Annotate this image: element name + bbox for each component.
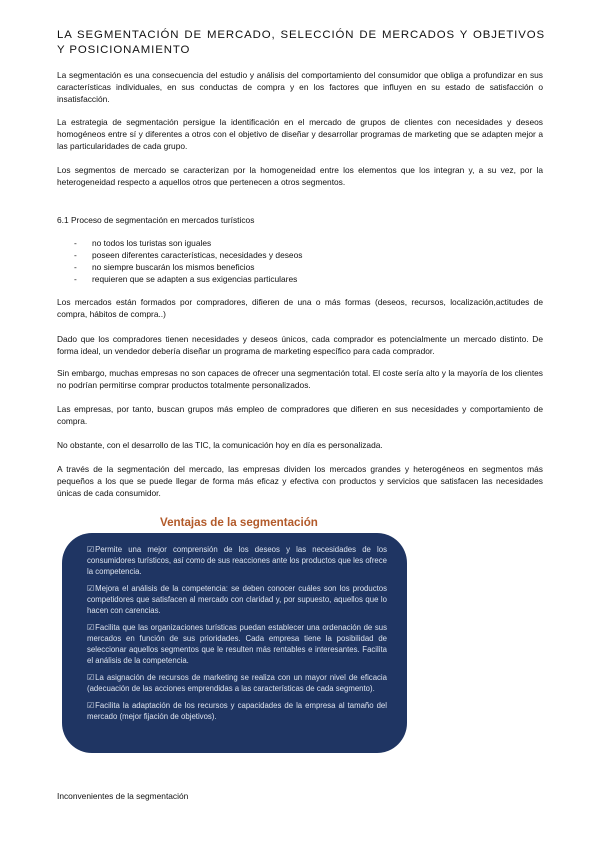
section-heading: 6.1 Proceso de segmentación en mercados turísticos: [57, 215, 255, 225]
list-item: - no siempre buscarán los mismos beneficios: [74, 261, 302, 273]
advantage-text: Permite una mejor comprensión de los deseos y las necesidades de los consumidores turísticos, así como de sus reacciones ante los productos que les ofrece la competencia.: [87, 545, 387, 576]
advantage-item: [87, 622, 387, 666]
checkbox-icon: ☑: [87, 545, 95, 554]
advantage-text: Facilita que las organizaciones turísticas puedan establecer una ordenación de sus mercados en función de sus prioridades. Cada empresa tiene la posibilidad de seleccionar aquellos segmentos que le resulten más rentables e interesantes. Facilita el análisis de la competencia.: [87, 623, 387, 665]
advantages-title: Ventajas de la segmentación: [160, 516, 318, 529]
list-item: - poseen diferentes características, necesidades y deseos: [74, 249, 302, 261]
checkbox-icon: ☑: [87, 623, 95, 632]
checkbox-icon: ☑: [87, 584, 95, 593]
checkbox-icon: ☑: [87, 701, 95, 710]
paragraph: No obstante, con el desarrollo de las TIC, la comunicación hoy en día es personalizada.: [57, 440, 383, 450]
paragraph: La estrategia de segmentación persigue la identificación en el mercado de grupos de clientes con necesidades y deseos homogéneos entre sí y diferentes a otros con el objetivo de diseñar y desarrollar programas de marketing que se adapten mejor a las particularidades de cada grupo.: [57, 117, 543, 151]
advantage-item: [87, 672, 387, 694]
advantage-item: [87, 583, 387, 616]
paragraph: Los segmentos de mercado se caracterizan por la homogeneidad entre los elementos que los integran y, a su vez, por la heterogeneidad respecto a aquellos otros que pertenecen a otros segmentos.: [57, 165, 543, 187]
checkbox-icon: ☑: [87, 673, 95, 682]
advantage-text: Facilita la adaptación de los recursos y capacidades de la empresa al tamaño del mercado (mejor fijación de objetivos).: [87, 701, 387, 721]
paragraph: A través de la segmentación del mercado, las empresas dividen los mercados grandes y heterogéneos en segmentos más pequeños a los que se puede llegar de forma más eficaz y efectiva con productos y servicios que satisfacen las necesidades únicas de cada consumidor.: [57, 464, 543, 498]
advantage-text: Mejora el análisis de la competencia: se deben conocer cuáles son los productos competidores que satisfacen al mercado con claridad y, por supuesto, aquellos que lo hacen con carencias.: [87, 584, 387, 615]
advantages-list: [87, 544, 387, 728]
paragraph: Dado que los compradores tienen necesidades y deseos únicos, cada comprador es potencialmente un mercado distinto. De forma ideal, un vendedor debería diseñar un programa de marketing específico para cada comprador.: [57, 334, 543, 356]
list-item: - no todos los turistas son iguales: [74, 237, 302, 249]
advantage-item: [87, 700, 387, 722]
advantage-text: La asignación de recursos de marketing se realiza con un mayor nivel de eficacia (adecuación de las acciones emprendidas a las características de cada segmento).: [87, 673, 387, 693]
section-heading: Inconvenientes de la segmentación: [57, 791, 189, 801]
paragraph: La segmentación es una consecuencia del estudio y análisis del comportamiento del consumidor que obliga a profundizar en sus características individuales, en sus conductas de compra y en los factores que influyen en su estado de satisfacción o insatisfacción.: [57, 70, 543, 104]
paragraph: Las empresas, por tanto, buscan grupos más empleo de compradores que difieren en sus necesidades y comportamiento de compra.: [57, 404, 543, 426]
document-title: LA SEGMENTACIÓN DE MERCADO, SELECCIÓN DE MERCADOS Y OBJETIVOS Y POSICIONAMIENTO: [57, 29, 545, 56]
bullet-list: [74, 237, 302, 285]
paragraph: Los mercados están formados por compradores, difieren de una o más formas (deseos, recursos, localización,actitudes de compra, hábitos de compra..): [57, 297, 543, 319]
list-item: - requieren que se adapten a sus exigencias particulares: [74, 273, 302, 285]
advantages-panel: [62, 533, 407, 753]
advantage-item: [87, 544, 387, 577]
paragraph: Sin embargo, muchas empresas no son capaces de ofrecer una segmentación total. El coste sería alto y la mayoría de los clientes no podrían permitirse comprar productos totalmente personalizados.: [57, 368, 543, 390]
